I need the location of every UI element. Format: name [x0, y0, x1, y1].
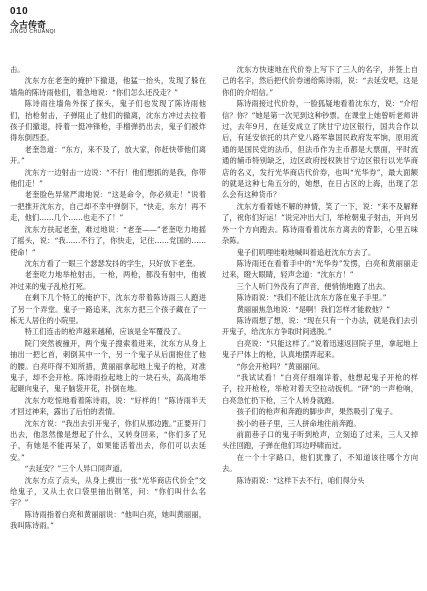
journal-title: 今古传奇 — [10, 21, 47, 31]
paragraph: 沈东方说：“我出去引开鬼子，你们从那边跑。”正要开门出去，他忽然像是想起了什么，又转身回来，“你们多了兄子，有她是不能再呆了，如果能活着出去，你们可以去延安。” — [10, 418, 206, 462]
paragraph: 沈东方吃惊地看着陈诗雨，说：“好样的！”陈诗雨半天才回过神来，露出了后怕的表情。 — [10, 395, 206, 417]
paragraph: 陈诗雨想了想，说：“现在只有一个办法，就是我们去引开鬼子，给沈东方争取时间逃脱。” — [222, 315, 418, 337]
paragraph: 陈诗雨说：“这样下去不行，咱们得分头 — [236, 475, 365, 485]
paragraph: 陈诗雨说：“我们不能让沈东方落在鬼子手里。” — [236, 293, 387, 303]
paragraph: 特工们连击的枪声越来越稀，应该是全军覆没了。 — [24, 327, 186, 337]
paragraph: “我试试看！”白亮仔细端详着，他想起鬼子开枪的样子，拉开枪栓，举枪对着天空拉动扳机。“砰”的一声枪响，白亮急忙扔下枪，三个人转身就跑。 — [222, 372, 418, 405]
right-text-column — [222, 64, 418, 586]
paragraph: 沈东方看着她不解的神情，笑了一下，说：“来不及解释了，祝你们好运！”说完冲出大门，举枪朝鬼子射击，开向另外一个方向跑去。陈诗雨看着沈东方离去的背影，心里五味杂陈。 — [222, 201, 418, 246]
paragraph: 老奎脸色异常严肃地说：“这是命令，你必须走！”说着一把推开沈东方，自己却不幸中弹倒下，“快走，东方！再不走，他们……几个……也走不了！” — [10, 190, 206, 223]
paragraph: 陈诗雨指着白亮和黄丽丽说：“他叫白亮，她叫黄丽丽，我叫陈诗雨。” — [10, 509, 206, 531]
paragraph: 陈诗雨接过代价券，一脸狐疑地看着沈东方，说：“介绍信？你？”她是第一次见到这种钞票。在课堂上她曾听老师讲过，去年9月，在延安成立了陕甘宁边区银行，国共合作以后，有延安依托的共产党八路军靠国民政府发军饷，原用流通的是国民党的法币，但法币作为主币都是大票面，平时流通的辅币特别缺乏，边区政府授权陕甘宁边区银行以光华商店的名义，发行光华商店代价券，也叫“光华券”，最大面额的就是这种七角五分的，她想，在日占区的上海，出现了怎么会有这种货币？ — [222, 99, 418, 200]
paragraph: 孩子们的枪声和奔跑的脚步声，果然吸引了鬼子。 — [236, 407, 398, 417]
paragraph: 院门突然被撞开，两个鬼子搜索着进来，沈东方从身上抽出一把匕首，刺倒其中一个，另一个鬼子从后面抱住了他的腰。白亮吓得不知所措，黄丽丽拿起地上鬼子的枪，对准鬼子，却不会开枪。陈诗雨捡起地上的一块石头，高高地举起砸向鬼子，鬼子脑袋开花，扑倒在地。 — [10, 338, 206, 394]
page-number: 010 — [10, 6, 29, 17]
paragraph: 击。 — [10, 65, 25, 74]
paragraph: 沈东方看了一眼三个瑟瑟发抖的学生，只好放下老奎。 — [24, 258, 200, 268]
journal-pinyin: JINGU CHUANQI — [10, 29, 56, 35]
paragraph: 前面巷子口的鬼子听到枪声，立刻追了过来，三人又掉头往回跑，子弹在他们耳边呼啸而过。 — [222, 430, 418, 451]
paragraph: 沈东方一边射击一边说：“不行！他们想抓的是我，你带他们走！” — [10, 167, 206, 189]
paragraph: 沈东方在老奎的掩护下撤退，他猛一抬头，发现了躲在墙角的陈诗雨他们，着急地说：“你们怎么还没走？” — [10, 76, 206, 97]
paragraph: 在一个十字路口，他们犹豫了，不知道该往哪个方向去。 — [222, 452, 418, 474]
paragraph: 老奎急道：“东方，来不及了，放大家，你赶快带他们离开。” — [10, 144, 206, 166]
paragraph: 白亮说：“只能这样了。”说着迅速返回院子里，拿起地上鬼子尸体上的枪，认真地摆弄起来。 — [222, 338, 418, 360]
paragraph: 沈东方点了点头，从身上摸出一张“光华商店代价全”交给鬼子，又从土衣口袋里抽出钢笔，问：“你们叫什么名字？” — [10, 475, 206, 508]
paragraph: 黄丽丽焦急地说：“是啊！我们怎样才能救他？” — [236, 304, 390, 314]
paragraph: 鬼子们叽哩哇啦地喊叫着追赶沈东方去了。 — [236, 247, 376, 257]
page-header — [10, 6, 56, 35]
left-text-column — [10, 64, 206, 586]
paragraph: 三个人听门外没有了声音，便悄悄地跑了出去。 — [236, 281, 390, 291]
paragraph: 挨小的巷子里，三人拼命地往前奔跑。 — [236, 418, 361, 428]
paragraph: “你会开枪吗？”黄丽丽问。 — [236, 361, 325, 371]
paragraph: 陈诗雨往墙角外探了探头，鬼子们也发现了陈诗雨他们，抬枪射击，子弹阻止了他们的撤离，沈东方冲过去拉着孩子们撤退，持着一挺冲锋枪，手榴弹扔出去，鬼子们被炸得东倒西歪。 — [10, 99, 206, 143]
paragraph: 老奎吃力地举枪射击，一枪，两枪，都没有射中，他被冲过来的鬼子乱枪打死。 — [10, 270, 206, 291]
paragraph: 沈东方扶起老奎，难过地说：“老奎——”老奎吃力地摇了摇头，说：“我……不行了，你快走，记住……党国的……使命！” — [10, 224, 206, 257]
paragraph: 沈东方快速地在代价券上写下了三人的名字，并签上自己的名字，然后把代价券递给陈诗雨，说：“去延安吧，这是你们的介绍信。” — [222, 65, 418, 97]
paragraph: “去延安？”三个人异口同声道。 — [24, 464, 127, 474]
paragraph: 陈诗雨还在看着手中的“光华券”发愣，白亮和黄丽丽走过来，瞪大眼睛，轻声念道：“沈东方！” — [222, 258, 418, 280]
paragraph: 在剩下几个特工的掩护下，沈东方带着陈诗雨三人跑进了另一个弄堂。鬼子一路追来，沈东方把三个孩子藏在了一栋无人居住的小院里。 — [10, 293, 206, 325]
